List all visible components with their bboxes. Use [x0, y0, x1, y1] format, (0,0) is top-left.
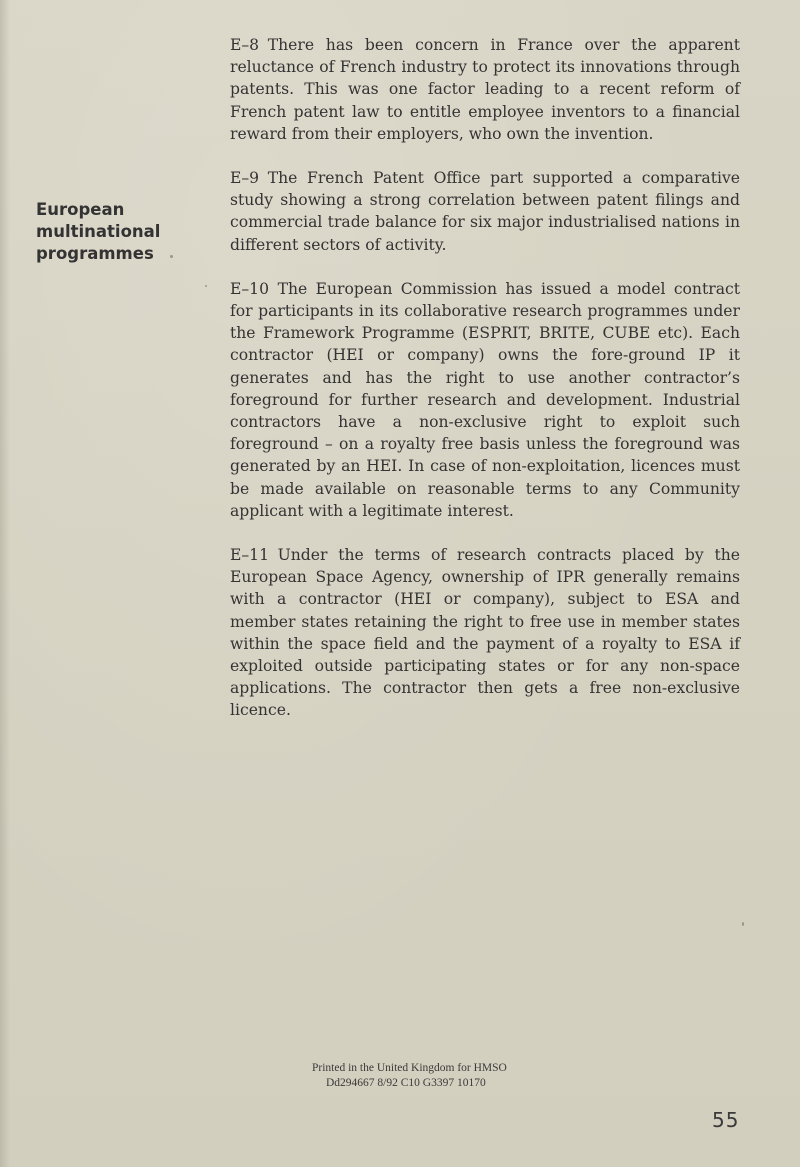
imprint-line-1: Printed in the United Kingdom for HMSO: [312, 1062, 507, 1074]
paragraph-e10: [230, 278, 740, 522]
paragraph-text: Under the terms of research contracts placed by the European Space Agency, ownership of IPR generally remains with a contractor (HEI or company), subject to ESA and member states retaining the right to free use in member states within the space field and the payment of a royalty to ESA if exploited outside participating states or for any non-space applications. The contractor then gets a free non-exclusive licence.: [230, 546, 740, 720]
body-text: [230, 34, 740, 744]
paragraph-number: E–11: [230, 546, 270, 565]
paragraph-number: E–10: [230, 279, 270, 298]
paper-speck: [170, 255, 173, 258]
paper-speck: [205, 285, 207, 287]
paragraph-number: E–9: [230, 169, 260, 188]
paragraph-text: The European Commission has issued a model contract for participants in its collaborative research programmes under the Framework Programme (ESPRIT, BRITE, CUBE etc). Each contractor (HEI or company) owns the fore-ground IP it generates and has the right to use another contractor’s foreground for further research and development. Industrial contractors have a non-exclusive right to exploit such foreground – on a royalty free basis unless the foreground was generated by an HEI. In case of non-exploitation, licences must be made available on reasonable terms to any Community applicant with a legitimate interest.: [230, 279, 740, 520]
page-number: 55: [712, 1108, 740, 1132]
paragraph-e9: [230, 167, 740, 256]
paragraph-number: E–8: [230, 36, 260, 54]
paper-speck: [742, 922, 744, 926]
page-shadow-edge: [0, 0, 10, 1167]
paragraph-e11: [230, 544, 740, 722]
imprint-line-2: Dd294667 8/92 C10 G3397 10170: [326, 1077, 486, 1089]
paragraph-e8: [230, 34, 740, 145]
printer-imprint: [312, 1061, 507, 1091]
paragraph-text: There has been concern in France over the apparent reluctance of French industry to protect its innovations through patents. This was one factor leading to a recent reform of French patent law to entitle employee inventors to a financial reward from their employers, who own the invention.: [230, 36, 740, 143]
paragraph-text: The French Patent Office part supported a comparative study showing a strong correlation between patent filings and commercial trade balance for six major industrialised nations in different sectors of activity.: [230, 169, 740, 254]
margin-heading: European multinational programmes: [36, 200, 161, 263]
